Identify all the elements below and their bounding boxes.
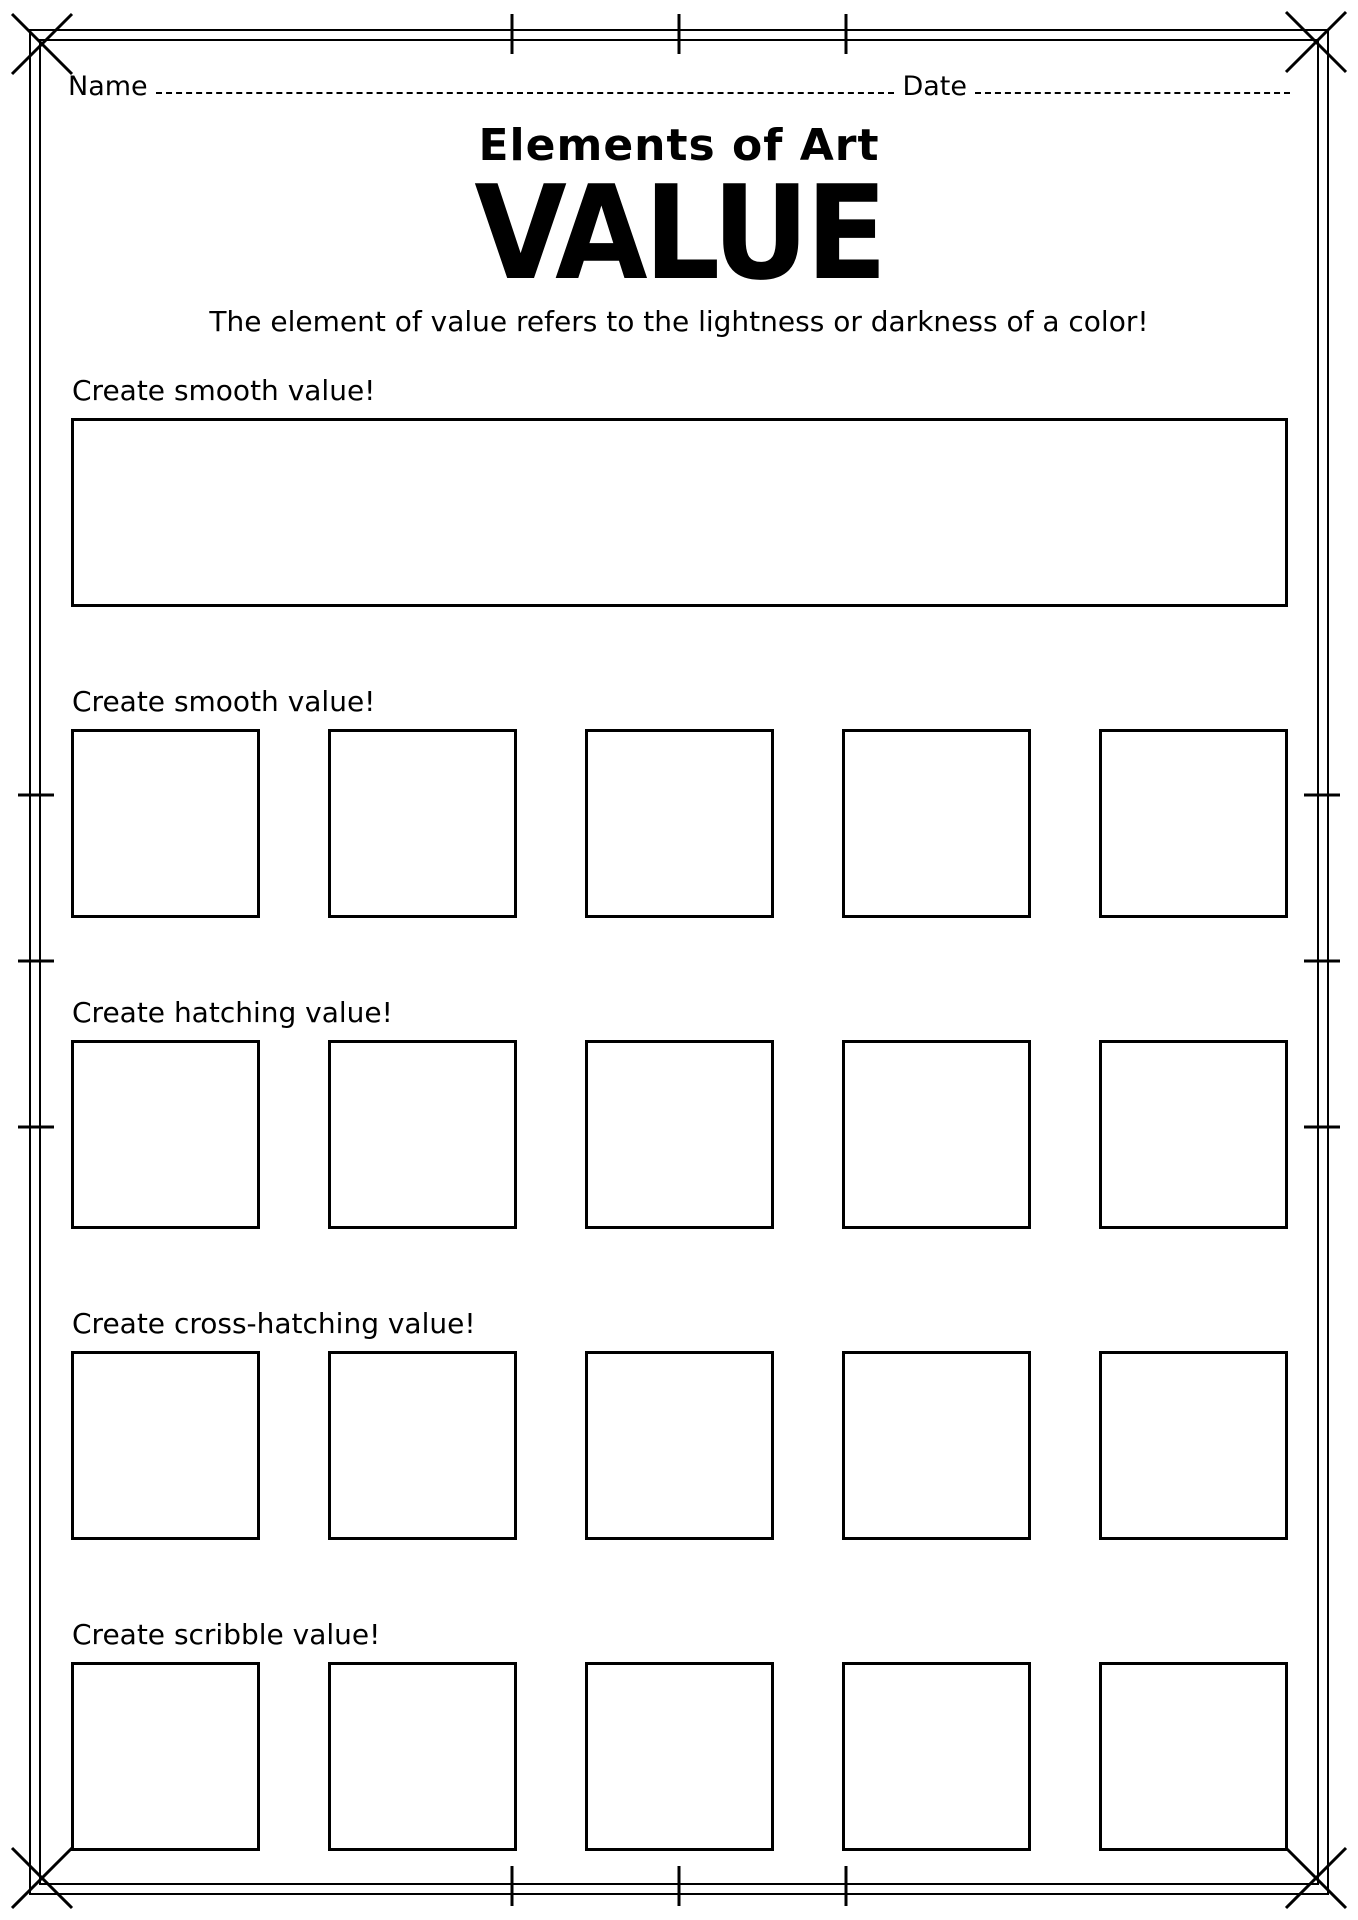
smooth-value-box[interactable] [71, 418, 1288, 607]
smooth-square[interactable] [585, 729, 774, 918]
smooth-value-row [71, 729, 1288, 918]
hatching-square[interactable] [842, 1040, 1031, 1229]
cross-hatching-square[interactable] [71, 1351, 260, 1540]
smooth-square[interactable] [1099, 729, 1288, 918]
scribble-value-row [71, 1662, 1288, 1851]
cross-hatching-square[interactable] [328, 1351, 517, 1540]
cross-hatching-value-row [71, 1351, 1288, 1540]
title-elements-of-art: Elements of Art [478, 120, 880, 171]
value-definition: The element of value refers to the lightness or darkness of a color! [209, 305, 1149, 338]
smooth-square[interactable] [328, 729, 517, 918]
cross-hatching-square[interactable] [585, 1351, 774, 1540]
scribble-square[interactable] [1099, 1662, 1288, 1851]
section-label-smooth: Create smooth value! [72, 685, 376, 718]
title-value: VALUE [474, 157, 884, 309]
scribble-square[interactable] [71, 1662, 260, 1851]
hatching-square[interactable] [328, 1040, 517, 1229]
name-date-line [68, 62, 1290, 102]
hatching-square[interactable] [585, 1040, 774, 1229]
date-label: Date [902, 71, 967, 102]
section-label-cross-hatching: Create cross-hatching value! [72, 1307, 476, 1340]
cross-hatching-square[interactable] [842, 1351, 1031, 1540]
date-field[interactable] [975, 88, 1290, 94]
section-label-hatching: Create hatching value! [72, 996, 393, 1029]
scribble-square[interactable] [842, 1662, 1031, 1851]
smooth-square[interactable] [71, 729, 260, 918]
name-field[interactable] [156, 88, 895, 94]
hatching-square[interactable] [1099, 1040, 1288, 1229]
section-label-scribble: Create scribble value! [72, 1618, 381, 1651]
scribble-square[interactable] [328, 1662, 517, 1851]
hatching-square[interactable] [71, 1040, 260, 1229]
hatching-value-row [71, 1040, 1288, 1229]
cross-hatching-square[interactable] [1099, 1351, 1288, 1540]
scribble-square[interactable] [585, 1662, 774, 1851]
name-label: Name [68, 71, 148, 102]
section-label-smooth-wide: Create smooth value! [72, 374, 376, 407]
smooth-square[interactable] [842, 729, 1031, 918]
